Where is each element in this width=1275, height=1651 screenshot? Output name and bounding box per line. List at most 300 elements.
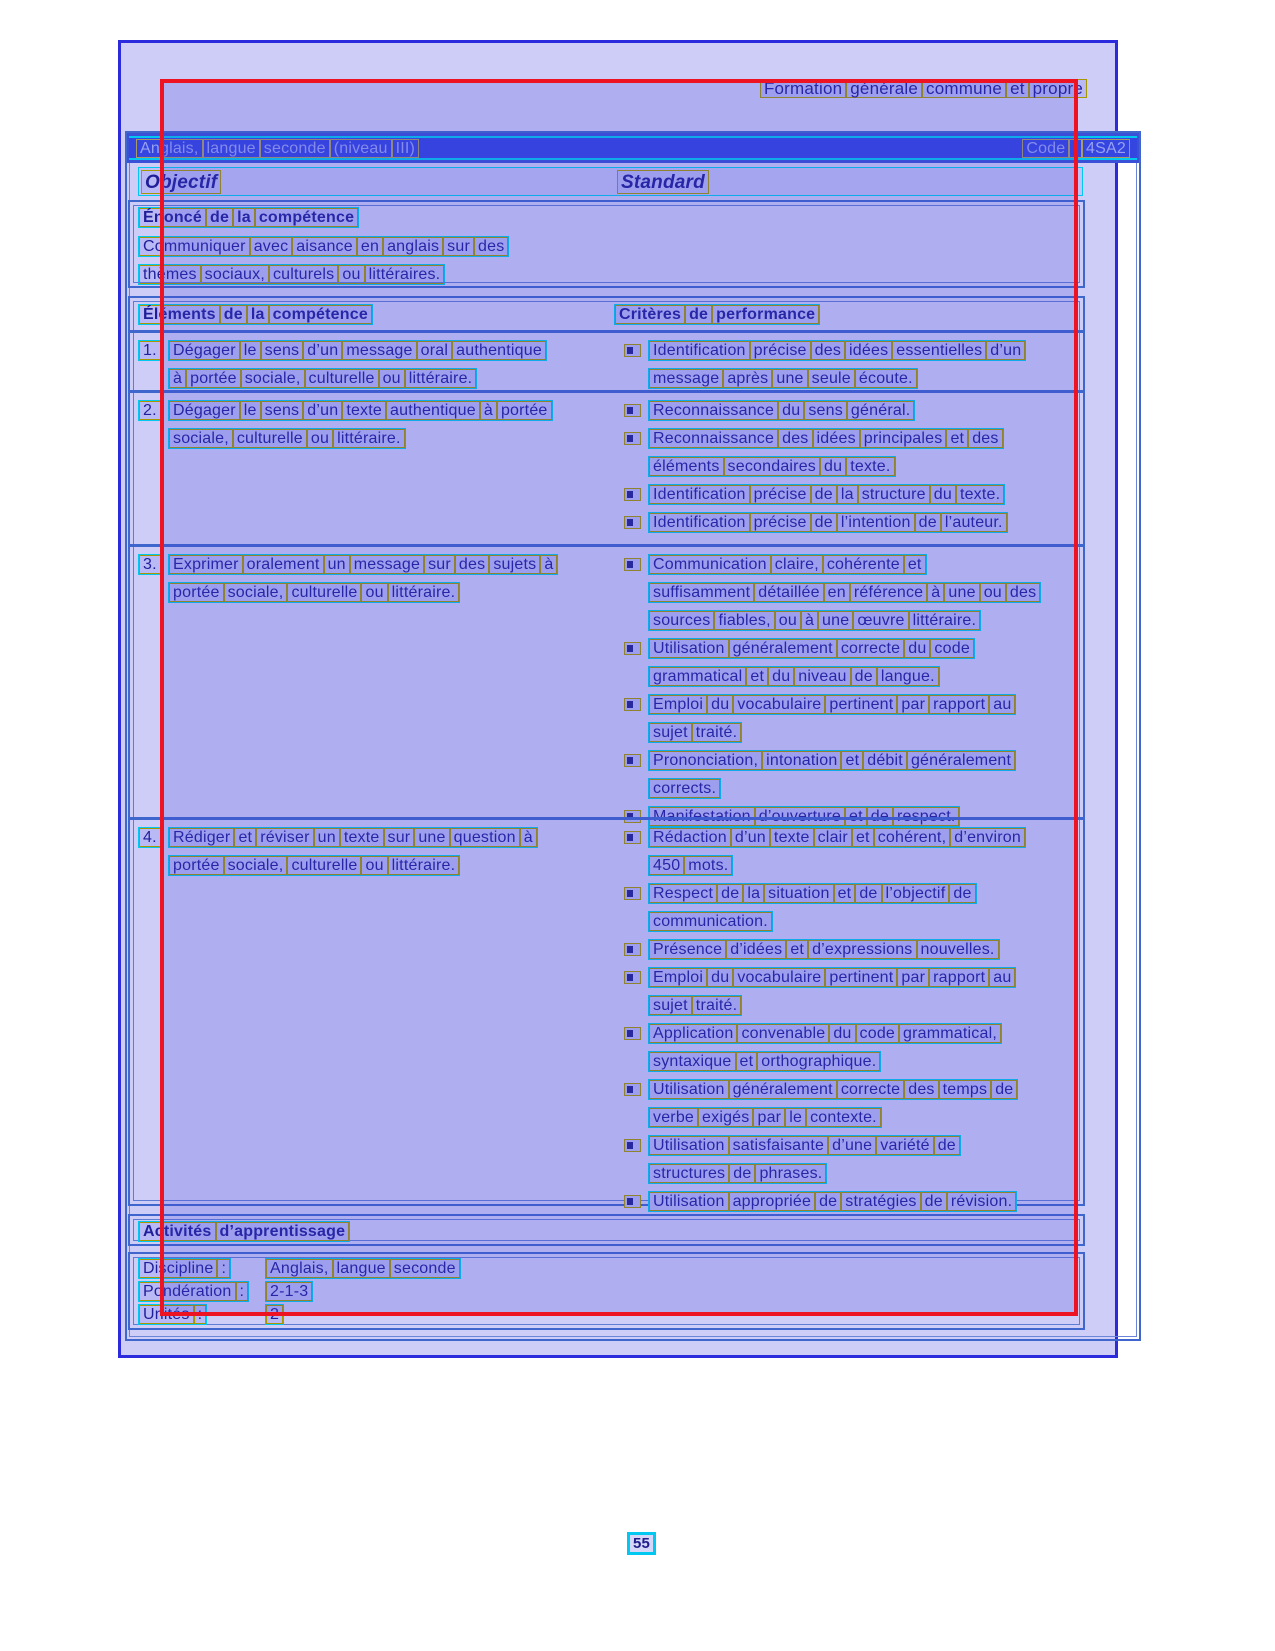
text-line: [648, 722, 742, 743]
word-box: :: [194, 1305, 207, 1324]
criterion: [614, 512, 1092, 533]
bullet-dot: [627, 974, 633, 981]
text-line: [168, 368, 477, 389]
word-box: culturelle: [287, 856, 361, 875]
word-box: grammatical: [649, 667, 746, 686]
word-box: Unités: [139, 1305, 194, 1324]
word-box: traité.: [692, 996, 741, 1015]
word-box: l’auteur.: [941, 513, 1007, 532]
activites-value: [265, 1281, 313, 1302]
text-line: [648, 610, 981, 631]
title-bar-stripe: [129, 136, 1137, 160]
word-box: généralement: [729, 1080, 837, 1099]
bullet-dot: [627, 890, 633, 897]
element-statement: [168, 340, 547, 396]
word-box: message: [342, 341, 416, 360]
word-box: mots.: [684, 856, 732, 875]
word-box: authentique: [452, 341, 546, 360]
word-box: pertinent: [825, 695, 897, 714]
word-box: d’idées: [726, 940, 786, 959]
word-box: d’un: [303, 401, 342, 420]
word-box: 55: [629, 1534, 654, 1553]
bullet-dot: [627, 946, 633, 953]
word-box: portée: [169, 856, 224, 875]
row-number: [138, 827, 162, 848]
word-box: après: [723, 369, 772, 388]
word-box: variété: [876, 1136, 933, 1155]
activites-value: [265, 1258, 461, 1279]
word-box: débit: [863, 751, 907, 770]
word-box: principales: [860, 429, 947, 448]
text-line: [648, 827, 1026, 848]
bullet-icon: [624, 943, 641, 956]
word-box: à: [540, 555, 557, 574]
criterion: [614, 750, 1092, 799]
text-line: [168, 340, 547, 361]
word-box: des: [1006, 583, 1040, 602]
text-line: [168, 554, 558, 575]
word-box: littéraires.: [365, 265, 445, 284]
criterion: [614, 883, 1092, 932]
elements-title: [138, 304, 373, 325]
title-bar: [127, 133, 1139, 163]
bullet-dot: [627, 645, 633, 652]
text-line: [648, 1135, 961, 1156]
word-box: de: [811, 485, 837, 504]
text-line: [648, 554, 927, 575]
word-box: des: [811, 341, 845, 360]
word-box: Présence: [649, 940, 726, 959]
word-box: langue.: [877, 667, 939, 686]
word-box: d’une: [828, 1136, 876, 1155]
text-line: [648, 368, 918, 389]
word-box: écoute.: [855, 369, 917, 388]
bullet-icon: [624, 698, 641, 711]
word-box: sur: [443, 237, 474, 256]
word-box: généralement: [907, 751, 1015, 770]
word-box: Rédaction: [649, 828, 731, 847]
course-code: [1022, 139, 1130, 158]
word-box: texte.: [846, 457, 894, 476]
text-line: [648, 428, 1004, 449]
text-line: [648, 778, 721, 799]
word-box: de: [811, 513, 837, 532]
activites-value: [265, 1304, 284, 1325]
criteres-title: [614, 304, 820, 325]
word-box: clair: [814, 828, 852, 847]
bullet-icon: [624, 831, 641, 844]
word-box: Utilisation: [649, 639, 729, 658]
text-line: [168, 582, 460, 603]
word-box: de: [851, 667, 877, 686]
word-box: correcte: [837, 1080, 904, 1099]
word-box: texte.: [956, 485, 1004, 504]
word-box: au: [989, 968, 1015, 987]
bullet-icon: [624, 488, 641, 501]
word-box: l’objectif: [882, 884, 950, 903]
word-box: de: [220, 305, 247, 324]
word-box: sociale,: [241, 369, 305, 388]
word-box: d’environ: [950, 828, 1025, 847]
word-box: thèmes: [139, 265, 201, 284]
word-box: nouvelles.: [917, 940, 999, 959]
word-box: d’apprentissage: [216, 1222, 350, 1241]
word-box: des: [904, 1080, 938, 1099]
word-box: 2-1-3: [266, 1282, 312, 1301]
word-box: du: [829, 1024, 855, 1043]
word-box: convenable: [737, 1024, 829, 1043]
word-box: et: [1006, 79, 1029, 98]
word-box: essentielles: [892, 341, 986, 360]
word-box: vocabulaire: [733, 968, 825, 987]
word-box: culturelle: [287, 583, 361, 602]
word-box: portée: [186, 369, 241, 388]
word-box: par: [753, 1108, 785, 1127]
word-box: contexte.: [806, 1108, 881, 1127]
word-box: par: [897, 968, 929, 987]
word-box: grammatical,: [899, 1024, 1001, 1043]
word-box: anglais: [383, 237, 443, 256]
bullet-dot: [627, 1030, 633, 1037]
word-box: Identification: [649, 341, 750, 360]
word-box: une: [414, 828, 449, 847]
element-statement: [168, 554, 558, 610]
word-box: et: [904, 555, 926, 574]
word-box: portée: [497, 401, 552, 420]
word-box: portée: [169, 583, 224, 602]
word-box: et: [736, 1052, 758, 1071]
word-box: la: [743, 884, 764, 903]
word-box: et: [234, 828, 256, 847]
section-activites-body: [128, 1252, 1085, 1330]
word-box: 1.: [139, 341, 161, 360]
word-box: :: [1069, 139, 1082, 158]
bullet-icon: [624, 516, 641, 529]
word-box: cohérent,: [874, 828, 951, 847]
word-box: pertinent: [825, 968, 897, 987]
word-box: texte: [342, 401, 386, 420]
text-line: [648, 995, 742, 1016]
criterion: [614, 827, 1092, 876]
word-box: Formation: [760, 79, 846, 98]
word-box: Respect: [649, 884, 717, 903]
bullet-icon: [624, 558, 641, 571]
word-box: 2: [266, 1305, 283, 1324]
text-line: [648, 883, 977, 904]
word-box: sources: [649, 611, 714, 630]
bullet-dot: [627, 347, 633, 354]
word-box: général.: [847, 401, 914, 420]
element-row: [130, 817, 1083, 1208]
word-box: Rédiger: [169, 828, 234, 847]
word-box: des: [455, 555, 489, 574]
text-line: [168, 827, 538, 848]
section-elements-header: [130, 298, 1083, 330]
word-box: et: [841, 751, 863, 770]
criteria-column: [614, 340, 1092, 396]
word-box: sociale,: [224, 856, 288, 875]
word-box: 450: [649, 856, 684, 875]
word-box: éléments: [649, 457, 724, 476]
word-box: seconde: [390, 1259, 460, 1278]
text-line: [648, 1191, 1017, 1212]
text-line: [138, 236, 509, 257]
criterion: [614, 1023, 1092, 1072]
word-box: précise: [750, 485, 811, 504]
word-box: traité.: [692, 723, 741, 742]
word-box: du: [778, 401, 804, 420]
word-box: claire,: [771, 555, 823, 574]
word-box: orthographique.: [757, 1052, 880, 1071]
word-box: Activités: [139, 1222, 216, 1241]
criterion: [614, 638, 1092, 687]
word-box: 3.: [139, 555, 161, 574]
word-box: Identification: [649, 513, 750, 532]
element-row: [130, 330, 1083, 390]
word-box: Prononciation,: [649, 751, 762, 770]
word-box: le: [240, 401, 261, 420]
criterion: [614, 428, 1092, 477]
objectif-standard-row: [138, 167, 1083, 196]
word-box: Critères: [615, 305, 685, 324]
word-box: situation: [764, 884, 833, 903]
bullet-dot: [627, 435, 633, 442]
criterion: [614, 967, 1092, 1016]
word-box: syntaxique: [649, 1052, 736, 1071]
criterion: [614, 484, 1092, 505]
page-number: [627, 1532, 656, 1555]
word-box: la: [837, 485, 858, 504]
criteria-column: [614, 400, 1092, 540]
section-enonce: [128, 200, 1085, 288]
activites-row: [130, 1258, 1083, 1281]
word-box: compétence: [269, 305, 372, 324]
word-box: niveau: [794, 667, 850, 686]
activites-label: [138, 1304, 207, 1325]
word-box: littéraire.: [909, 611, 981, 630]
text-line: [138, 264, 445, 285]
word-box: détaillée: [754, 583, 823, 602]
text-line: [648, 1163, 827, 1184]
word-box: le: [785, 1108, 806, 1127]
word-box: Éléments: [139, 305, 220, 324]
word-box: de: [867, 807, 893, 826]
word-box: temps: [939, 1080, 992, 1099]
text-line: [648, 400, 915, 421]
criterion: [614, 1079, 1092, 1128]
word-box: exigés: [698, 1108, 753, 1127]
word-box: et: [786, 940, 808, 959]
word-box: langue: [203, 139, 260, 158]
criterion: [614, 340, 1092, 389]
bullet-dot: [627, 757, 633, 764]
criterion: [614, 939, 1092, 960]
word-box: Objectif: [141, 170, 221, 194]
bullet-dot: [627, 519, 633, 526]
word-box: ou: [338, 265, 364, 284]
course-title: [136, 139, 419, 158]
bullet-icon: [624, 971, 641, 984]
word-box: langue: [333, 1259, 390, 1278]
word-box: réviser: [256, 828, 313, 847]
word-box: la: [247, 305, 269, 324]
text-line: [648, 939, 1000, 960]
word-box: phrases.: [755, 1164, 826, 1183]
word-box: code: [930, 639, 974, 658]
activites-title: [138, 1221, 350, 1242]
text-line: [648, 340, 1026, 361]
word-box: sociale,: [169, 429, 233, 448]
word-box: d’un: [731, 828, 770, 847]
word-box: suffisamment: [649, 583, 754, 602]
element-statement: [168, 827, 538, 883]
word-box: et: [946, 429, 968, 448]
word-box: structures: [649, 1164, 729, 1183]
word-box: verbe: [649, 1108, 698, 1127]
word-box: structure: [858, 485, 930, 504]
word-box: avec: [250, 237, 293, 256]
row-number: [138, 400, 162, 421]
word-box: littéraire.: [388, 856, 460, 875]
word-box: d’expressions: [808, 940, 916, 959]
text-line: [648, 456, 896, 477]
word-box: de: [855, 884, 881, 903]
word-box: sens: [261, 401, 304, 420]
word-box: stratégies: [841, 1192, 920, 1211]
word-box: du: [904, 639, 930, 658]
word-box: seule: [808, 369, 855, 388]
word-box: sens: [261, 341, 304, 360]
word-box: précise: [750, 513, 811, 532]
word-box: à: [169, 369, 186, 388]
text-line: [648, 855, 733, 876]
word-box: code: [856, 1024, 900, 1043]
section-elements: [128, 296, 1085, 1210]
word-box: fiables,: [714, 611, 774, 630]
word-box: sens: [804, 401, 847, 420]
word-box: à: [480, 401, 497, 420]
word-box: message: [649, 369, 723, 388]
bullet-icon: [624, 1083, 641, 1096]
word-box: Utilisation: [649, 1136, 729, 1155]
element-row: [130, 544, 1083, 825]
bullet-dot: [627, 1086, 633, 1093]
word-box: Dégager: [169, 341, 240, 360]
word-box: un: [314, 828, 340, 847]
word-box: Anglais,: [136, 139, 203, 158]
word-box: sociaux,: [201, 265, 269, 284]
word-box: secondaires: [724, 457, 820, 476]
word-box: la: [233, 208, 255, 227]
word-box: :: [236, 1282, 249, 1301]
word-box: du: [930, 485, 956, 504]
word-box: de: [991, 1080, 1017, 1099]
word-box: texte: [770, 828, 814, 847]
criterion: [614, 554, 1092, 631]
text-line: [648, 967, 1016, 988]
word-box: 4.: [139, 828, 161, 847]
word-box: III): [392, 139, 419, 158]
word-box: et: [746, 667, 768, 686]
word-box: Emploi: [649, 968, 707, 987]
word-box: rapport: [929, 695, 989, 714]
word-box: à: [927, 583, 944, 602]
word-box: ou: [980, 583, 1006, 602]
word-box: et: [845, 807, 867, 826]
text-line: [648, 1107, 882, 1128]
word-box: de: [815, 1192, 841, 1211]
word-box: Reconnaissance: [649, 401, 778, 420]
word-box: sur: [424, 555, 455, 574]
word-box: :: [217, 1259, 230, 1278]
word-box: appropriée: [729, 1192, 816, 1211]
word-box: corrects.: [649, 779, 720, 798]
word-box: oral: [417, 341, 452, 360]
word-box: Énoncé: [139, 208, 206, 227]
text-line: [648, 512, 1008, 533]
word-box: au: [989, 695, 1015, 714]
section-title: [138, 207, 359, 228]
text-line: [648, 666, 940, 687]
word-box: propre: [1029, 79, 1087, 98]
word-box: un: [324, 555, 350, 574]
word-box: seconde: [260, 139, 330, 158]
column-standard: [617, 170, 709, 194]
word-box: une: [772, 369, 807, 388]
word-box: en: [824, 583, 850, 602]
criterion: [614, 1135, 1092, 1184]
word-box: et: [834, 884, 856, 903]
word-box: ou: [361, 856, 387, 875]
bullet-dot: [627, 491, 633, 498]
word-box: rapport: [929, 968, 989, 987]
word-box: d’ouverture: [755, 807, 845, 826]
section-enonce-header: [130, 202, 1083, 230]
text-line: [648, 1079, 1018, 1100]
text-line: [648, 1051, 881, 1072]
word-box: à: [520, 828, 537, 847]
word-box: généralement: [729, 639, 837, 658]
word-box: Utilisation: [649, 1192, 729, 1211]
word-box: d’un: [303, 341, 342, 360]
word-box: du: [707, 695, 733, 714]
row-number: [138, 554, 162, 575]
bullet-icon: [624, 432, 641, 445]
text-line: [168, 400, 553, 421]
bullet-icon: [624, 1027, 641, 1040]
word-box: sujets: [489, 555, 540, 574]
word-box: aisance: [292, 237, 357, 256]
word-box: ou: [775, 611, 801, 630]
word-box: idées: [813, 429, 860, 448]
bullet-icon: [624, 404, 641, 417]
word-box: correcte: [837, 639, 904, 658]
word-box: d’un: [986, 341, 1025, 360]
word-box: de: [949, 884, 975, 903]
word-box: culturelle: [233, 429, 307, 448]
text-line: [168, 428, 406, 449]
word-box: authentique: [386, 401, 480, 420]
activites-header-row: [130, 1216, 1083, 1244]
word-box: sur: [384, 828, 415, 847]
word-box: précise: [750, 341, 811, 360]
word-box: une: [944, 583, 979, 602]
word-box: générale: [846, 79, 922, 98]
word-box: de: [934, 1136, 960, 1155]
word-box: communication.: [649, 912, 772, 931]
text-line: [168, 855, 460, 876]
word-box: 4SA2: [1082, 139, 1130, 158]
